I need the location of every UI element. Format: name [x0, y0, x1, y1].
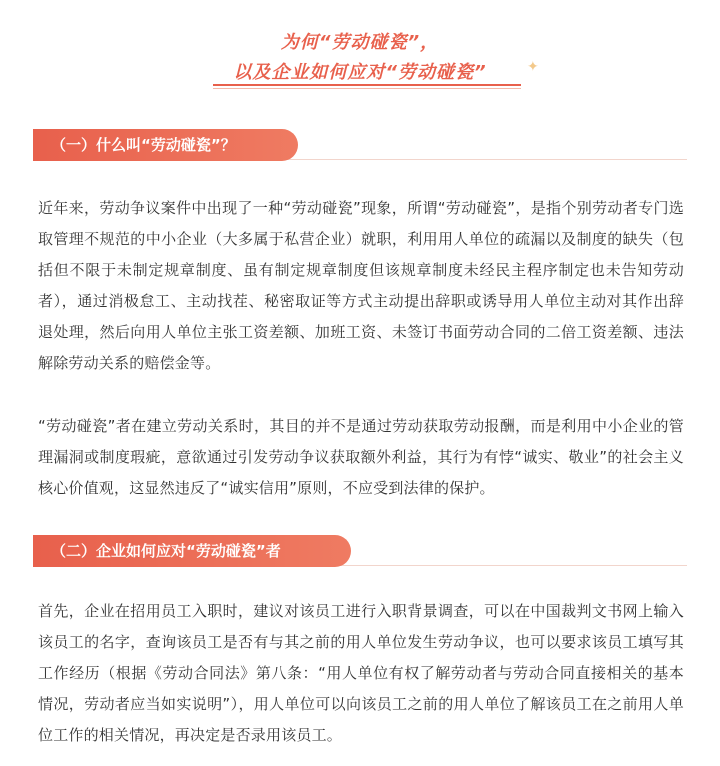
- title-underline-shadow: [213, 88, 521, 89]
- paragraph-2: “劳动碰瓷”者在建立劳动关系时，其目的并不是通过劳动获取劳动报酬，而是利用中小企业的管理漏洞或制度瑕疵，意欲通过引发劳动争议获取额外利益，其行为有悖“诚实、敬业”的社会主义核心价值观，这显然违反了“诚实信用”原则，不应受到法律的保护。: [38, 417, 684, 497]
- title-line-2: 以及企业如何应对“劳动碰瓷”: [233, 62, 487, 83]
- title-line-1: 为何“劳动碰瓷”，: [280, 32, 440, 53]
- article-title: [0, 28, 720, 88]
- paragraph-1: 近年来，劳动争议案件中出现了一种“劳动碰瓷”现象，所谓“劳动碰瓷”，是指个别劳动者专门选取管理不规范的中小企业（大多属于私营企业）就职，利用用人单位的疏漏以及制度的缺失（包括但不限于未制定规章制度、虽有制定规章制度但该规章制度未经民主程序制定也未告知劳动者），通过消极怠工、主动找茬、秘密取证等方式主动提出辞职或诱导用人单位主动对其作出辞退处理，然后向用人单位主张工资差额、加班工资、未签订书面劳动合同的二倍工资差额、违法解除劳动关系的赔偿金等。: [38, 199, 684, 372]
- paragraph-3: 首先，企业在招用员工入职时，建议对该员工进行入职背景调查，可以在中国裁判文书网上输入该员工的名字，查询该员工是否有与其之前的用人单位发生劳动争议，也可以要求该员工填写其工作经历（根据《劳动合同法》第八条：“用人单位有权了解劳动者与劳动合同直接相关的基本情况，劳动者应当如实说明”），用人单位可以向该员工之前的用人单位了解该员工在之前用人单位工作的相关情况，再决定是否录用该员工。: [38, 602, 684, 744]
- section-heading-2: （二）企业如何应对“劳动碰瓷”者: [33, 535, 351, 567]
- section-heading-1: （一）什么叫“劳动碰瓷”？: [33, 129, 298, 161]
- title-underline: [213, 84, 521, 86]
- sparkle-icon: ✦: [527, 59, 539, 75]
